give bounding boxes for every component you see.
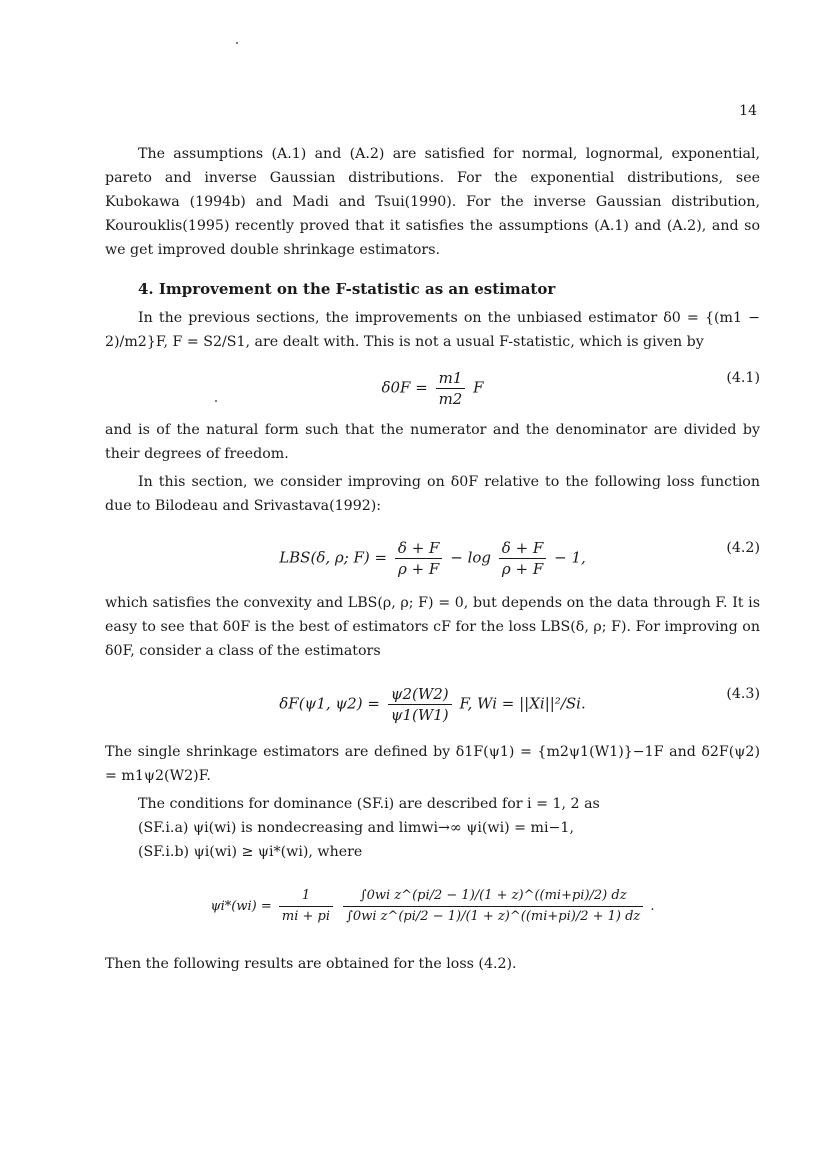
eq42-denominator-2: ρ + F (501, 560, 544, 578)
eq41-numerator: m1 (436, 368, 466, 389)
conditions-intro: The conditions for dominance (SF.i) are described for i = 1, 2 as (138, 796, 600, 812)
eq42-fraction-1 (395, 538, 443, 579)
equation-psi-star (105, 878, 760, 938)
condition-b: (SF.i.b) ψi(wi) ≥ ψi*(wi), where (138, 844, 363, 860)
eq42-log: − log (450, 548, 492, 567)
eq42-lhs: LBS(δ, ρ; F) = (279, 548, 388, 567)
eq43-lhs: δF(ψ1, ψ2) = (279, 694, 380, 713)
paragraph-convexity: which satisfies the convexity and LBS(ρ, ρ; F) = 0, but depends on the data through F. It is easy to see that δ0F is the best of estimators cF for the loss LBS(δ, ρ; F). For improving on δ0F, consider a class of the estimators (105, 595, 760, 659)
eq42-denominator-1: ρ + F (398, 560, 440, 578)
eq41-rhs: F (473, 378, 484, 397)
eq43-denominator: ψ1(W1) (390, 706, 449, 724)
paragraph-previous: In the previous sections, the improvements on the unbiased estimator δ0 = {(m1 − 2)/m2}F, F = S2/S1, are dealt with. This is not a usual F-statistic, which is given by (105, 310, 760, 350)
paragraph-this-section: In this section, we consider improving on δ0F relative to the following loss function due to Bilodeau and Srivastava(1992): (105, 474, 760, 514)
eq43-numerator: ψ2(W2) (388, 684, 452, 705)
paragraph-assumptions: The assumptions (A.1) and (A.2) are satisfied for normal, lognormal, exponential, pareto and inverse Gaussian distributions. For the exponential distributions, see Kubokawa (1994b) and Madi and Tsui(1990). For the inverse Gaussian distribution, Kourouklis(1995) recently proved that it satisfies the assumptions (A.1) and (A.2), and so we get improved double shrinkage estimators. (105, 146, 760, 258)
page-number: 14 (739, 103, 757, 119)
eqpsi-tail: . (650, 899, 655, 914)
scan-speck (236, 42, 238, 44)
equation-4-2-body (105, 538, 760, 579)
equation-number: (4.2) (726, 540, 760, 556)
paragraph-single-shrinkage: The single shrinkage estimators are defined by δ1F(ψ1) = {m2ψ1(W1)}−1F and δ2F(ψ2) = m1ψ2(W2)F. (105, 744, 760, 784)
paragraph-results: Then the following results are obtained for the loss (4.2). (105, 956, 517, 972)
eq42-numerator-1: δ + F (395, 538, 443, 559)
eq41-denominator: m2 (438, 390, 463, 408)
equation-number: (4.1) (726, 370, 760, 386)
eq42-numerator-2: δ + F (499, 538, 547, 559)
paragraph-natural-form: and is of the natural form such that the numerator and the denominator are divided by their degrees of freedom. (105, 422, 760, 462)
equation-number: (4.3) (726, 686, 760, 702)
equation-4-1-body (105, 368, 760, 409)
equation-4-1 (105, 360, 760, 408)
eq42-tail: − 1, (554, 548, 586, 567)
eqpsi-fraction-1 (279, 886, 333, 927)
eqpsi-denominator-1: mi + pi (281, 909, 331, 924)
section-heading: 4. Improvement on the F-statistic as an estimator (138, 280, 556, 298)
eqpsi-numerator-1: 1 (279, 886, 333, 907)
condition-a: (SF.i.a) ψi(wi) is nondecreasing and limwi→∞ ψi(wi) = mi−1, (138, 820, 574, 836)
equation-4-2 (105, 530, 760, 578)
eqpsi-lhs: ψi*(wi) = (210, 899, 272, 914)
eq43-fraction (388, 684, 452, 725)
equation-psi-star-body (105, 886, 760, 927)
equation-4-3 (105, 676, 760, 724)
eqpsi-fraction-2 (343, 886, 643, 927)
equation-4-3-body (105, 684, 760, 725)
eq43-rhs: F, Wi = ||Xi||²/Si. (459, 694, 586, 713)
eqpsi-denominator-2: ∫0wi z^(pi/2 − 1)/(1 + z)^((mi+pi)/2 + 1) dz (346, 909, 641, 924)
eq42-fraction-2 (499, 538, 547, 579)
eqpsi-numerator-2: ∫0wi z^(pi/2 − 1)/(1 + z)^((mi+pi)/2) dz (343, 886, 643, 907)
eq41-lhs: δ0F = (381, 378, 428, 397)
eq41-fraction (436, 368, 466, 409)
